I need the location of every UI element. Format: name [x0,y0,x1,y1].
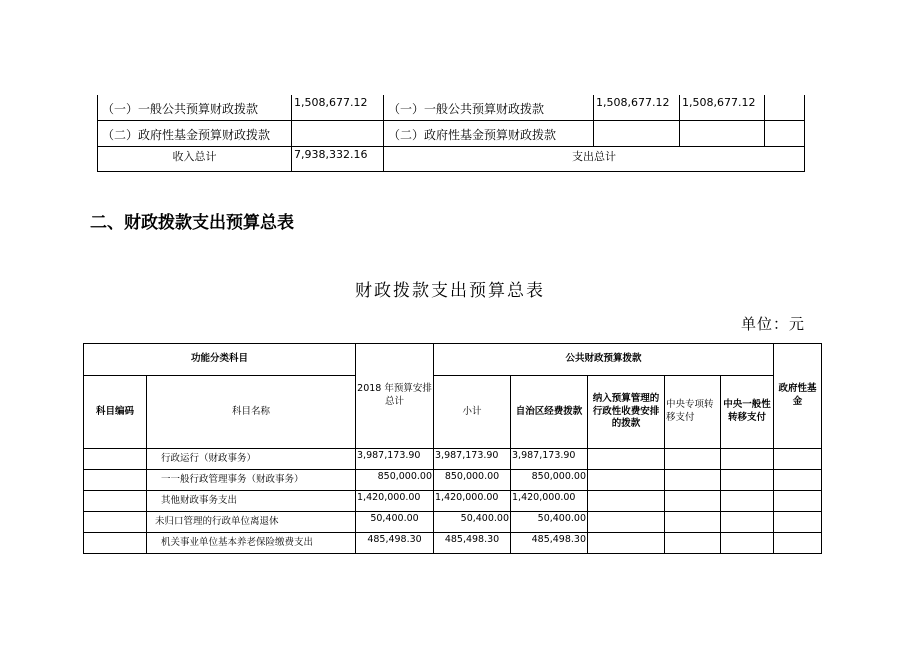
empty-cell [588,512,665,533]
header-row [84,344,822,376]
empty-cell [665,512,721,533]
code-cell [84,449,147,470]
total-cell: 485,498.30 [356,533,434,554]
region-cell: 3,987,173.90 [511,449,588,470]
page-title: 财政拨款支出预算总表 [355,281,545,301]
unit-label: 单位：元 [740,315,805,333]
table-row [84,449,822,470]
gov-fund-header: 政府性基金 [774,344,822,449]
header-row [84,376,822,449]
table-row [84,470,822,491]
expense-item-value: 1,508,677.12 [680,95,765,121]
region-cell: 850,000.00 [511,470,588,491]
expense-item-value [680,121,765,147]
table-row [84,491,822,512]
code-cell [84,533,147,554]
income-total-amount: 7,938,332.16 [292,147,384,172]
func-class-header: 功能分类科目 [84,344,356,376]
total-cell: 50,400.00 [356,512,434,533]
region-cell: 485,498.30 [511,533,588,554]
empty-cell [721,512,774,533]
central-general-header: 中央一般性转移支付 [721,376,774,449]
table-row [84,512,822,533]
expense-total-label: 支出总计 [384,147,805,172]
empty-cell [588,491,665,512]
code-header: 科目编码 [84,376,147,449]
empty-cell [665,491,721,512]
empty-cell [765,95,805,121]
expense-item-value [594,121,680,147]
expense-item-label: （一）一般公共预算财政拨款 [384,95,594,121]
year-budget-header: 2018 年预算安排总计 [356,344,434,449]
empty-cell [721,491,774,512]
item-name: 机关事业单位基本养老保险缴费支出 [147,533,356,554]
expense-item-label: （二）政府性基金预算财政拨款 [384,121,594,147]
empty-cell [665,533,721,554]
table-row [98,121,805,147]
public-budget-header: 公共财政预算拨款 [434,344,774,376]
total-cell: 850,000.00 [356,470,434,491]
empty-cell [774,533,822,554]
income-item-amount: 1,508,677.12 [292,95,384,121]
empty-cell [721,449,774,470]
table-row [98,95,805,121]
subtotal-cell: 3,987,173.90 [434,449,511,470]
subtotal-cell: 485,498.30 [434,533,511,554]
central-special-header: 中央专项转移支付 [665,376,721,449]
income-item-amount [292,121,384,147]
item-name: 其他财政事务支出 [147,491,356,512]
item-name: 行政运行（财政事务） [147,449,356,470]
income-item-label: （一）一般公共预算财政拨款 [98,95,292,121]
region-cell: 50,400.00 [511,512,588,533]
table-row-total [98,147,805,172]
section-heading: 二、财政拨款支出预算总表 [90,213,294,233]
empty-cell [774,449,822,470]
code-cell [84,470,147,491]
empty-cell [721,470,774,491]
code-cell [84,491,147,512]
income-total-label: 收入总计 [98,147,292,172]
empty-cell [774,512,822,533]
name-header: 科目名称 [147,376,356,449]
empty-cell [774,470,822,491]
region-cell: 1,420,000.00 [511,491,588,512]
item-name: 一一般行政管理事务（财政事务） [147,470,356,491]
subtotal-cell: 50,400.00 [434,512,511,533]
empty-cell [588,470,665,491]
empty-cell [588,449,665,470]
empty-cell [721,533,774,554]
subtotal-header: 小计 [434,376,511,449]
subtotal-cell: 850,000.00 [434,470,511,491]
table-row [84,533,822,554]
admin-fees-header: 纳入预算管理的行政性收费安排的拨款 [588,376,665,449]
region-funds-header: 自治区经费拨款 [511,376,588,449]
empty-cell [665,449,721,470]
empty-cell [765,121,805,147]
total-cell: 3,987,173.90 [356,449,434,470]
empty-cell [665,470,721,491]
budget-expenditure-table [83,343,822,554]
income-item-label: （二）政府性基金预算财政拨款 [98,121,292,147]
empty-cell [588,533,665,554]
total-cell: 1,420,000.00 [356,491,434,512]
income-expense-table [97,95,805,172]
expense-item-value: 1,508,677.12 [594,95,680,121]
empty-cell [774,491,822,512]
subtotal-cell: 1,420,000.00 [434,491,511,512]
code-cell [84,512,147,533]
item-name: 未归口管理的行政单位离退休 [147,512,356,533]
